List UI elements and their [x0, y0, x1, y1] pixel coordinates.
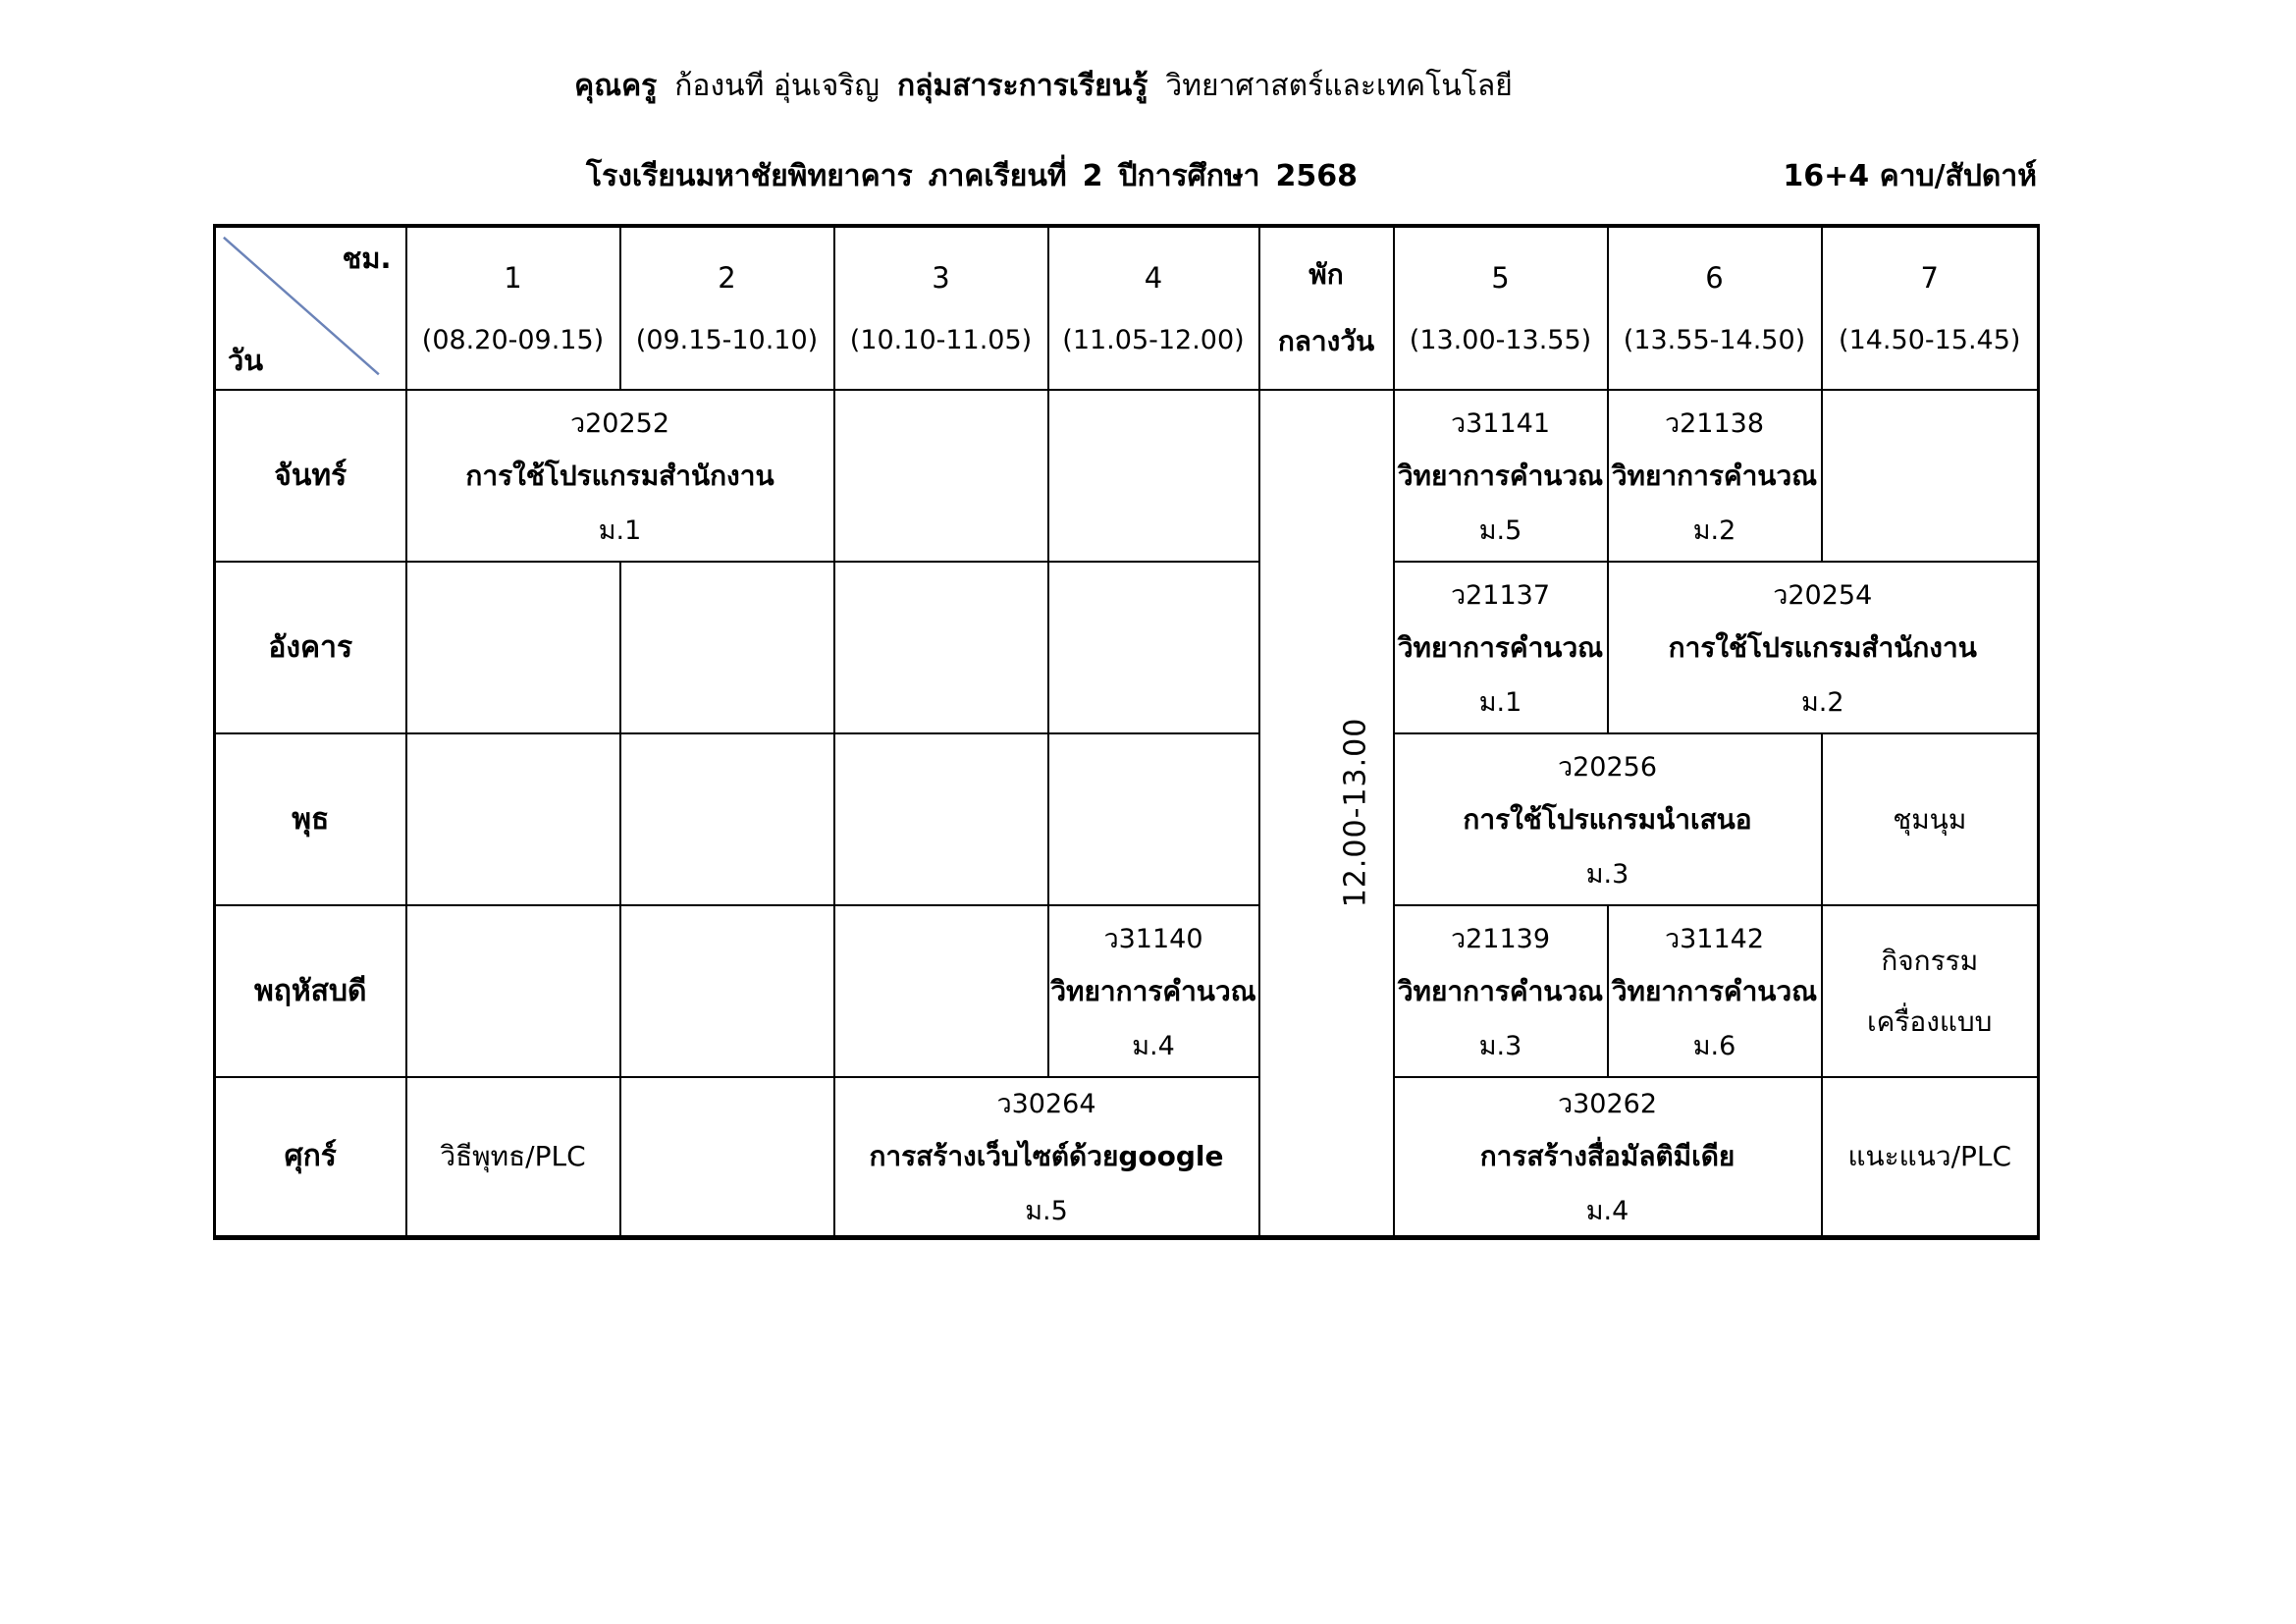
year-number: 2568	[1275, 159, 1358, 193]
schedule-cell-tue-p6-7	[1608, 562, 2039, 733]
course-code: ว30264	[996, 1088, 1096, 1119]
school-name: โรงเรียนมหาชัยพิทยาคาร	[586, 159, 913, 193]
course-code: ว20254	[1773, 579, 1873, 611]
course-name: วิทยาการคำนวณ	[1397, 630, 1604, 664]
period-number: 6	[1705, 260, 1724, 295]
schedule-cell-mon-p6	[1608, 390, 1822, 562]
table-row-tuesday	[215, 562, 2039, 733]
course-name: การใช้โปรแกรมสำนักงาน	[1668, 630, 1977, 664]
period-time: (13.00-13.55)	[1409, 325, 1592, 356]
schedule-cell-mon-p5	[1394, 390, 1608, 562]
activity-label: ชุมนุม	[1893, 802, 1967, 836]
period-number: 1	[504, 260, 522, 295]
day-label-friday: ศุกร์	[215, 1077, 406, 1237]
course-code: ว21138	[1664, 407, 1765, 439]
course-grade: ม.1	[598, 514, 642, 546]
period-time: (08.20-09.15)	[421, 325, 605, 356]
course-name: วิทยาการคำนวณ	[1397, 459, 1604, 492]
period-header-2	[620, 226, 834, 390]
teacher-label: คุณครู	[574, 69, 658, 103]
schedule-cell-thu-p4	[1048, 905, 1259, 1077]
period-number: 2	[718, 260, 736, 295]
subject-group-name: วิทยาศาสตร์และเทคโนโลยี	[1165, 69, 1513, 103]
activity-label-line2: เครื่องแบบ	[1867, 1004, 1993, 1038]
year-label: ปีการศึกษา	[1118, 159, 1260, 193]
empty-cell	[406, 905, 620, 1077]
period-number: 4	[1144, 260, 1163, 295]
schedule-cell-fri-p7	[1822, 1077, 2039, 1237]
period-number: 5	[1491, 260, 1510, 295]
schedule-cell-fri-p3-4	[834, 1077, 1259, 1237]
lunch-column	[1259, 390, 1394, 1237]
course-grade: ม.2	[1692, 514, 1736, 546]
teacher-name: ก้องนที อุ่นเจริญ	[674, 69, 880, 103]
schedule-cell-thu-p7	[1822, 905, 2039, 1077]
course-name: การสร้างเว็บไซต์ด้วยgoogle	[869, 1139, 1224, 1172]
course-grade: ม.3	[1585, 858, 1629, 890]
period-header-1	[406, 226, 620, 390]
period-time: (13.55-14.50)	[1623, 325, 1806, 356]
period-header-4	[1048, 226, 1259, 390]
day-label-thursday: พฤหัสบดี	[215, 905, 406, 1077]
empty-cell	[834, 905, 1048, 1077]
schedule-cell-tue-p5	[1394, 562, 1608, 733]
empty-cell	[834, 733, 1048, 905]
table-row-monday	[215, 390, 2039, 562]
course-code: ว21137	[1450, 579, 1551, 611]
lunch-header-line1: พัก	[1308, 258, 1344, 291]
empty-cell	[620, 905, 834, 1077]
corner-hour-label: ชม.	[342, 242, 392, 275]
course-code: ว31142	[1664, 923, 1765, 954]
period-time: (14.50-15.45)	[1839, 325, 2021, 356]
schedule-cell-wed-p7	[1822, 733, 2039, 905]
empty-cell	[1822, 390, 2039, 562]
course-name: วิทยาการคำนวณ	[1050, 974, 1256, 1007]
school-line	[0, 153, 1944, 199]
day-label-wednesday: พุธ	[215, 733, 406, 905]
empty-cell	[406, 733, 620, 905]
table-row-friday	[215, 1077, 2039, 1237]
empty-cell	[1048, 562, 1259, 733]
schedule-cell-thu-p6	[1608, 905, 1822, 1077]
course-name: วิทยาการคำนวณ	[1611, 459, 1818, 492]
course-code: ว31141	[1450, 407, 1551, 439]
table-row-thursday	[215, 905, 2039, 1077]
term-label: ภาคเรียนที่	[928, 159, 1067, 193]
subject-group-label: กลุ่มสาระการเรียนรู้	[896, 69, 1148, 103]
empty-cell	[620, 733, 834, 905]
table-row-wednesday	[215, 733, 2039, 905]
empty-cell	[834, 390, 1048, 562]
period-time: (10.10-11.05)	[849, 325, 1033, 356]
empty-cell	[1048, 390, 1259, 562]
period-header-5	[1394, 226, 1608, 390]
schedule-cell-mon-p1-2	[406, 390, 834, 562]
course-code: ว31140	[1103, 923, 1203, 954]
activity-label-line1: กิจกรรม	[1881, 944, 1979, 977]
course-grade: ม.6	[1692, 1030, 1736, 1061]
document-title	[0, 63, 2087, 109]
course-grade: ม.5	[1478, 514, 1522, 546]
activity-label: แนะแนว/PLC	[1847, 1139, 2012, 1172]
day-label-tuesday: อังคาร	[215, 562, 406, 733]
day-label-monday: จันทร์	[215, 390, 406, 562]
corner-cell	[215, 226, 406, 390]
course-name: วิทยาการคำนวณ	[1397, 974, 1604, 1007]
empty-cell	[834, 562, 1048, 733]
lunch-header-line2: กลางวัน	[1277, 325, 1375, 357]
periods-per-week: 16+4 คาบ/สัปดาห์	[1783, 159, 2037, 193]
period-header-3	[834, 226, 1048, 390]
period-number: 7	[1920, 260, 1939, 295]
empty-cell	[1048, 733, 1259, 905]
schedule-cell-wed-p5-6	[1394, 733, 1822, 905]
empty-cell	[406, 562, 620, 733]
course-grade: ม.2	[1800, 686, 1844, 718]
course-name: การสร้างสื่อมัลติมีเดีย	[1479, 1139, 1735, 1172]
period-header-7	[1822, 226, 2039, 390]
period-header-6	[1608, 226, 1822, 390]
course-name: การใช้โปรแกรมสำนักงาน	[465, 459, 774, 492]
empty-cell	[620, 562, 834, 733]
course-grade: ม.3	[1478, 1030, 1522, 1061]
course-grade: ม.4	[1132, 1030, 1175, 1061]
course-code: ว30262	[1557, 1088, 1658, 1119]
corner-day-label: วัน	[228, 344, 264, 377]
schedule-cell-fri-p5-6	[1394, 1077, 1822, 1237]
schedule-cell-fri-p1	[406, 1077, 620, 1237]
lunch-header	[1259, 226, 1394, 390]
course-name: การใช้โปรแกรมนำเสนอ	[1463, 802, 1752, 836]
term-number: 2	[1082, 159, 1103, 193]
period-time: (11.05-12.00)	[1062, 325, 1245, 356]
course-grade: ม.5	[1025, 1195, 1068, 1226]
activity-label: วิธีพุทธ/PLC	[440, 1139, 586, 1172]
course-grade: ม.4	[1585, 1195, 1629, 1226]
course-grade: ม.1	[1478, 686, 1522, 718]
course-code: ว21139	[1450, 923, 1551, 954]
empty-cell	[620, 1077, 834, 1237]
course-code: ว20252	[569, 407, 670, 439]
period-time: (09.15-10.10)	[635, 325, 819, 356]
schedule-cell-thu-p5	[1394, 905, 1608, 1077]
period-number: 3	[932, 260, 950, 295]
lunch-time-label: 12.00-13.00	[1337, 717, 1372, 908]
course-code: ว20256	[1557, 751, 1658, 783]
timetable	[213, 224, 2040, 1240]
header-row	[215, 226, 2039, 390]
course-name: วิทยาการคำนวณ	[1611, 974, 1818, 1007]
